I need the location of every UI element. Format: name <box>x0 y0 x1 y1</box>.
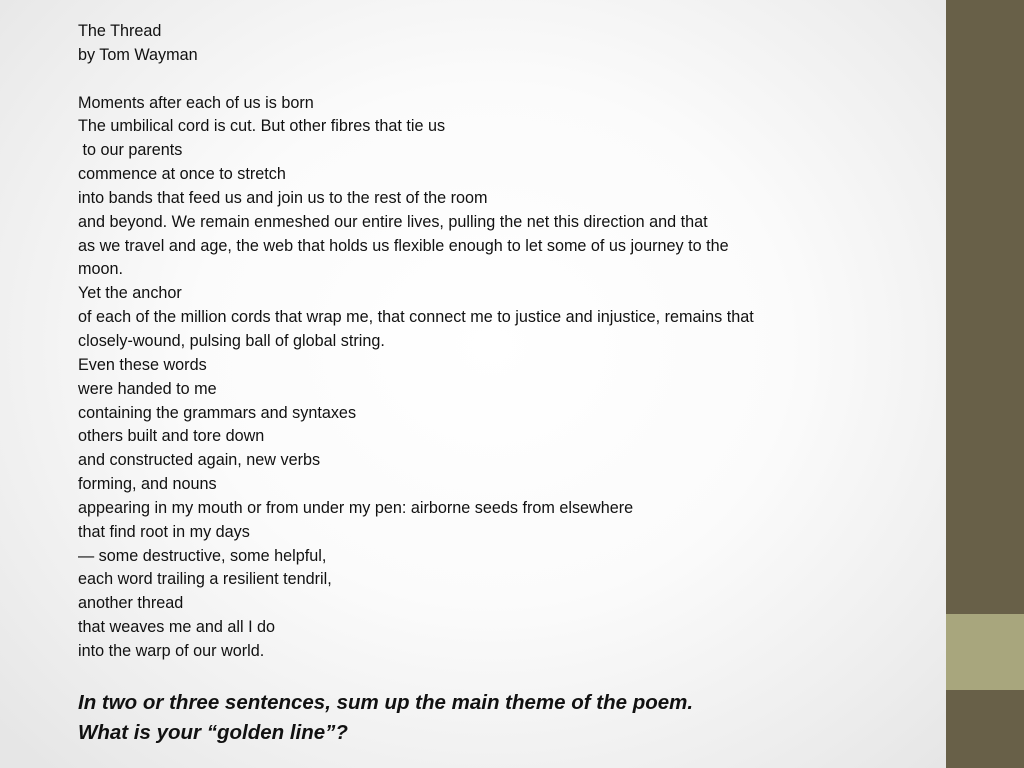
poem-line: and beyond. We remain enmeshed our entire lives, pulling the net this direction and that <box>78 212 708 231</box>
poem-line: forming, and nouns <box>78 475 217 494</box>
poem-line: each word trailing a resilient tendril, <box>78 570 332 589</box>
poem-author: by Tom Wayman <box>78 45 198 64</box>
poem-title: The Thread <box>78 22 162 40</box>
poem-line: that weaves me and all I do <box>78 618 276 637</box>
poem-line: Even these words <box>78 355 207 374</box>
poem-line: appearing in my mouth or from under my pen: airborne seeds from elsewhere <box>78 498 634 517</box>
poem-line: Moments after each of us is born <box>78 93 314 112</box>
poem-line: that find root in my days <box>78 522 250 541</box>
poem-line: to our parents <box>78 141 183 160</box>
poem-line: as we travel and age, the web that holds us flexible enough to let some of us journey to the <box>78 236 729 255</box>
poem-line: closely-wound, pulsing ball of global string. <box>78 331 385 350</box>
question-golden-line: What is your “golden line”? <box>78 721 348 744</box>
poem-line: of each of the million cords that wrap me, that connect me to justice and injustice, remains that <box>78 308 754 327</box>
poem-text-block <box>78 20 938 664</box>
question-theme: In two or three sentences, sum up the main theme of the poem. <box>78 691 694 714</box>
poem-line: and constructed again, new verbs <box>78 451 321 470</box>
poem-line: another thread <box>78 594 184 613</box>
stanza-spacer <box>78 68 938 92</box>
discussion-questions <box>78 688 938 748</box>
poem-line: Yet the anchor <box>78 284 182 303</box>
poem-line: The umbilical cord is cut. But other fibres that tie us <box>78 117 446 136</box>
poem-line: into bands that feed us and join us to the rest of the room <box>78 188 488 207</box>
poem-line: others built and tore down <box>78 427 265 446</box>
poem-line: commence at once to stretch <box>78 165 286 184</box>
poem-line: were handed to me <box>78 379 217 398</box>
side-accent-block <box>946 614 1024 690</box>
poem-line: moon. <box>78 260 123 279</box>
poem-line: — some destructive, some helpful, <box>78 546 327 565</box>
poem-line: into the warp of our world. <box>78 641 265 660</box>
poem-line: containing the grammars and syntaxes <box>78 403 357 422</box>
